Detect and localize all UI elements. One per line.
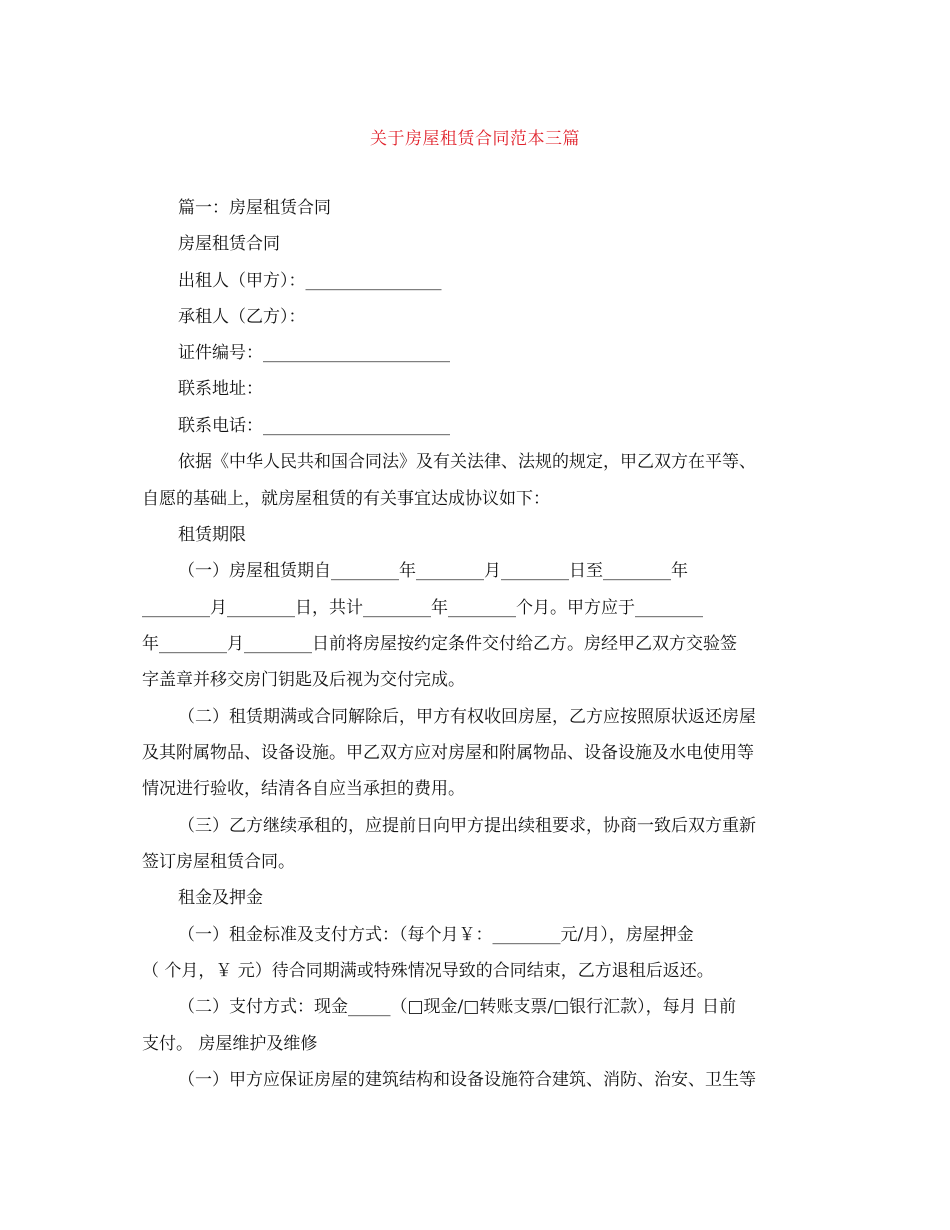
- paragraph-line: 签订房屋租赁合同。: [142, 852, 295, 872]
- paragraph-line: （一）甲方应保证房屋的建筑结构和设备设施符合建筑、消防、治安、卫生等: [178, 1070, 756, 1090]
- section-heading: 篇一：房屋租赁合同: [178, 198, 331, 218]
- paragraph-line: 及其附属物品、设备设施。甲乙双方应对房屋和附属物品、设备设施及水电使用等: [142, 743, 754, 763]
- paragraph-line: 支付。 房屋维护及维修: [142, 1034, 318, 1054]
- clause-heading: 租金及押金: [178, 888, 263, 908]
- id-number-field: 证件编号：______________________: [178, 343, 450, 363]
- paragraph-line: （二）租赁期满或合同解除后，甲方有权收回房屋，乙方应按照原状返还房屋: [178, 707, 756, 727]
- phone-field: 联系电话：______________________: [178, 416, 450, 436]
- paragraph-line: 情况进行验收，结清各自应当承担的费用。: [142, 779, 465, 799]
- contract-title: 房屋租赁合同: [178, 234, 280, 254]
- paragraph-line: （一）租金标准及支付方式：（每个月￥：________元/月），房屋押金: [178, 925, 694, 945]
- paragraph-line: （三）乙方继续承租的，应提前日向甲方提出续租要求，协商一致后双方重新: [178, 816, 756, 836]
- paragraph-line: （一）房屋租赁期自________年________月________日至________年: [178, 561, 688, 581]
- paragraph-line: 依据《中华人民共和国合同法》及有关法律、法规的规定，甲乙双方在平等、: [178, 452, 756, 472]
- paragraph-line: （二）支付方式：现金_____（□现金/□转账支票/□银行汇款），每月 日前: [178, 997, 737, 1017]
- paragraph-line: （ 个月，￥ 元）待合同期满或特殊情况导致的合同结束，乙方退租后返还。: [142, 961, 714, 981]
- paragraph-line: 年________月________日前将房屋按约定条件交付给乙方。房经甲乙双方交验签: [142, 634, 737, 654]
- paragraph-line: 自愿的基础上，就房屋租赁的有关事宜达成协议如下：: [142, 489, 550, 509]
- address-field: 联系地址：: [178, 379, 263, 399]
- clause-heading: 租赁期限: [178, 525, 246, 545]
- paragraph-line: 字盖章并移交房门钥匙及后视为交付完成。: [142, 670, 465, 690]
- lessee-field: 承租人（乙方）：: [178, 307, 306, 327]
- lessor-field: 出租人（甲方）：________________: [178, 271, 442, 291]
- paragraph-line: ________月________日，共计________年________个月。甲方应于________: [142, 598, 703, 618]
- document-title: 关于房屋租赁合同范本三篇: [370, 129, 580, 149]
